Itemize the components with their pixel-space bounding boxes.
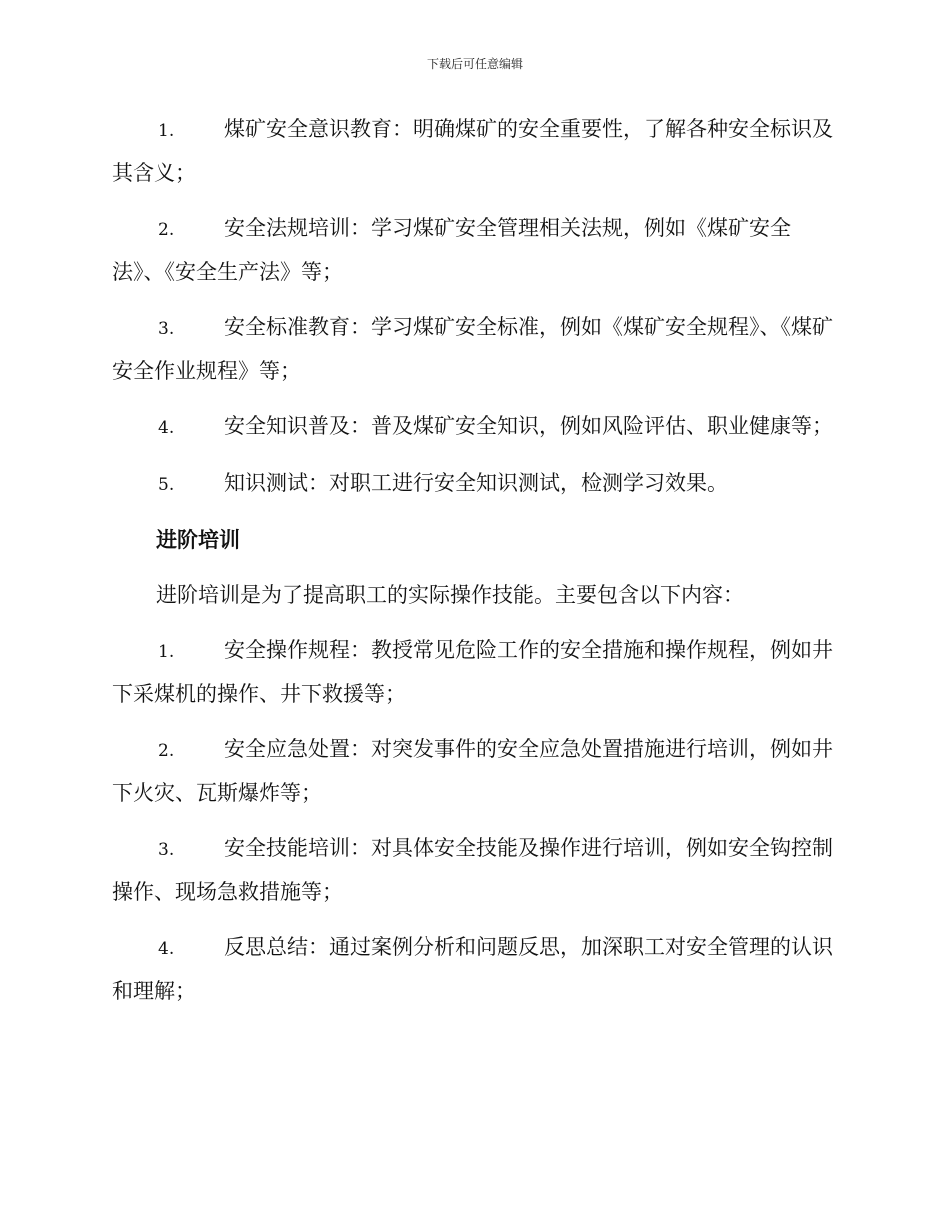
list-text: 安全技能培训：对具体安全技能及操作进行培训，例如安全钩控制操作、现场急救措施等； [112, 836, 833, 904]
list-item [112, 728, 834, 814]
list-item [112, 462, 834, 506]
list-item [112, 926, 834, 1012]
list-number: 1. [158, 642, 175, 662]
list-number: 5. [158, 475, 175, 495]
list-number: 3. [158, 840, 175, 860]
list-text: 反思总结：通过案例分析和问题反思，加深职工对安全管理的认识和理解； [112, 935, 833, 1003]
list-item [112, 108, 834, 194]
document-body [112, 108, 834, 1025]
list-number: 4. [158, 418, 175, 438]
list-number: 4. [158, 939, 175, 959]
list-number: 3. [158, 319, 175, 339]
list-text: 知识测试：对职工进行安全知识测试，检测学习效果。 [224, 471, 728, 495]
list-number: 1. [158, 121, 175, 141]
list-item [112, 405, 834, 449]
section-intro: 进阶培训是为了提高职工的实际操作技能。主要包含以下内容： [156, 583, 744, 607]
list-item [112, 827, 834, 913]
list-text: 安全应急处置：对突发事件的安全应急处置措施进行培训，例如井下火灾、瓦斯爆炸等； [112, 737, 833, 805]
list-text: 安全操作规程：教授常见危险工作的安全措施和操作规程，例如井下采煤机的操作、井下救援等； [112, 638, 833, 706]
list-text: 安全法规培训：学习煤矿安全管理相关法规，例如《煤矿安全法》、《安全生产法》等； [112, 216, 791, 284]
section-heading: 进阶培训 [156, 528, 240, 552]
list-number: 2. [158, 220, 175, 240]
page-header: 下载后可任意编辑 [426, 57, 523, 71]
list-text: 煤矿安全意识教育：明确煤矿的安全重要性，了解各种安全标识及其含义； [112, 117, 833, 185]
list-text: 安全知识普及：普及煤矿安全知识，例如风险评估、职业健康等； [224, 414, 833, 438]
list-text: 安全标准教育：学习煤矿安全标准，例如《煤矿安全规程》、《煤矿安全作业规程》等； [112, 315, 833, 383]
list-item [112, 629, 834, 715]
list-item [112, 207, 834, 293]
list-number: 2. [158, 741, 175, 761]
list-item [112, 306, 834, 392]
